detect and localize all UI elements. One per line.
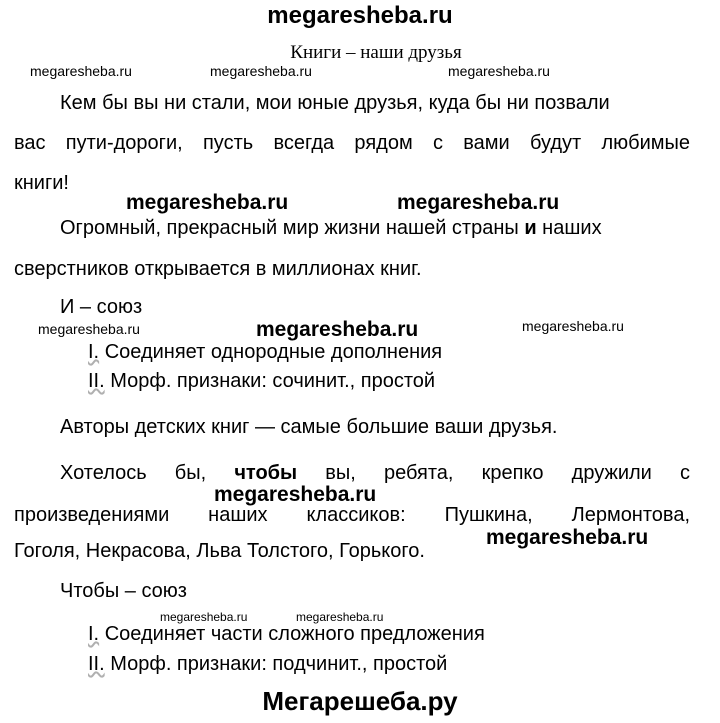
paragraph-2-line-2: сверстников открывается в миллионах книг.: [14, 258, 422, 280]
watermark-small: megaresheba.ru: [160, 610, 248, 624]
paragraph-4-line-2: произведениями наших классиков: Пушкина, Лермонтова,: [14, 504, 690, 526]
analysis-1-item-2: II. Морф. признаки: сочинит., простой: [88, 370, 436, 392]
watermark-small: megaresheba.ru: [522, 318, 624, 334]
page-title: Книги – наши друзья: [290, 42, 462, 63]
paragraph-3: Авторы детских книг — самые большие ваши друзья.: [60, 416, 558, 438]
analysis-2-item-2: II. Морф. признаки: подчинит., простой: [88, 653, 448, 675]
watermark-small: megaresheba.ru: [210, 63, 312, 79]
analysis-1-heading: И – союз: [60, 296, 143, 318]
paragraph-4-line-3: Гоголя, Некрасова, Льва Толстого, Горького.: [14, 540, 425, 562]
analysis-2-heading: Чтобы – союз: [60, 580, 187, 602]
watermark-small: megaresheba.ru: [296, 610, 384, 624]
analysis-2-item-1: I. Соединяет части сложного предложения: [88, 623, 485, 645]
watermark-small: megaresheba.ru: [38, 321, 140, 337]
watermark-big: megaresheba.ru: [126, 191, 289, 214]
watermark-big: megaresheba.ru: [397, 191, 560, 214]
watermark-small: megaresheba.ru: [30, 63, 132, 79]
watermark-small: megaresheba.ru: [448, 63, 550, 79]
watermark-big: megaresheba.ru: [486, 526, 649, 549]
analysis-1-item-1: I. Соединяет однородные дополнения: [88, 341, 443, 363]
watermark-big: megaresheba.ru: [214, 483, 377, 506]
paragraph-1-line-3: книги!: [14, 172, 69, 194]
watermark-bottom: Мегарешеба.ру: [262, 686, 458, 716]
watermark-top: megaresheba.ru: [267, 2, 453, 29]
paragraph-1-line-1: Кем бы вы ни стали, мои юные друзья, куда бы ни позвали: [60, 92, 610, 114]
watermark-big: megaresheba.ru: [256, 318, 419, 341]
paragraph-2-line-1: Огромный, прекрасный мир жизни нашей страны и наших: [60, 217, 602, 239]
paragraph-1-line-2: вас пути-дороги, пусть всегда рядом с вами будут любимые: [14, 132, 690, 154]
paragraph-4-line-1: Хотелось бы, чтобы вы, ребята, крепко дружили с: [60, 462, 690, 484]
